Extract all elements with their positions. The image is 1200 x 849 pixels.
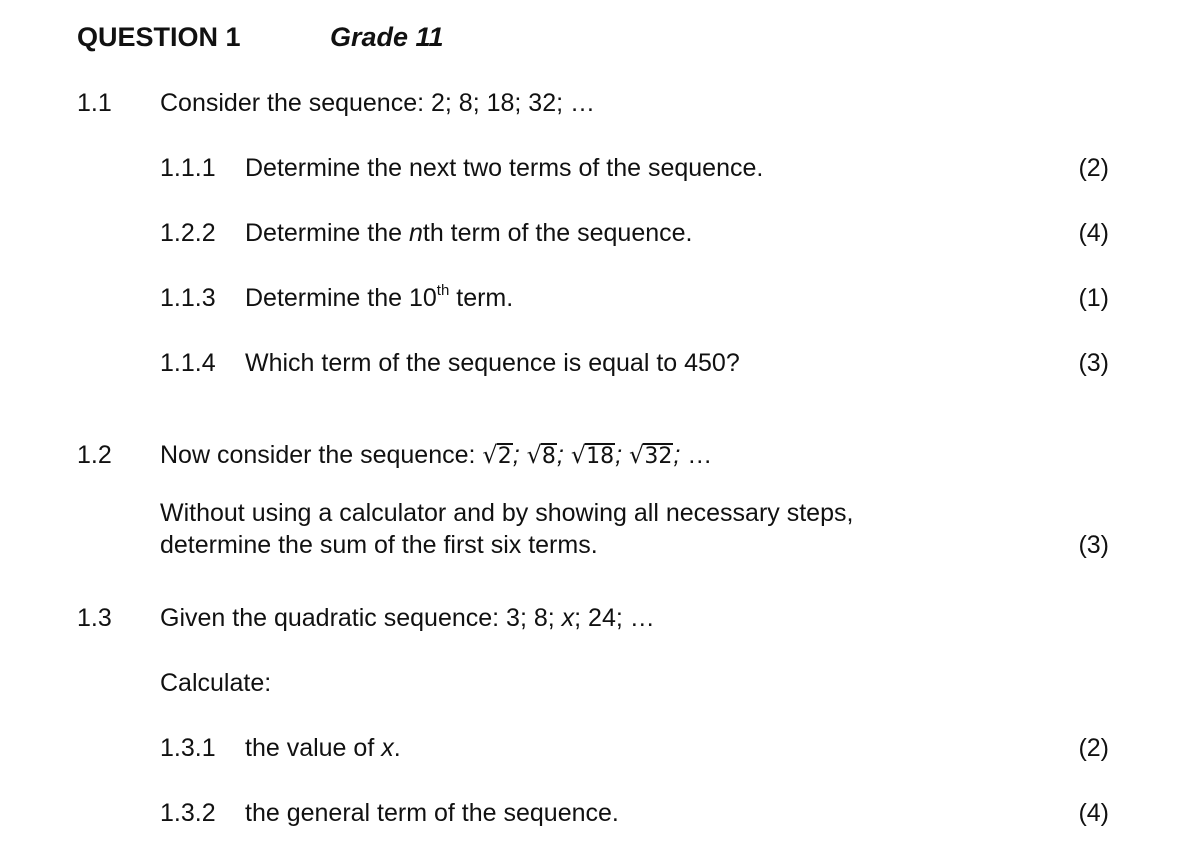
q1-3-2-marks: (4) xyxy=(1078,799,1109,827)
q1-1-1-text: Determine the next two terms of the sequence. xyxy=(245,154,764,182)
q1-2-instruction-line1: Without using a calculator and by showing all necessary steps, xyxy=(160,499,854,527)
q1-3-1-marks: (2) xyxy=(1078,734,1109,762)
q1-3-2-text: the general term of the sequence. xyxy=(245,799,619,827)
q1-2-ellipsis: … xyxy=(680,441,713,469)
separator-4: ; xyxy=(673,441,681,469)
q1-1-4-number: 1.1.4 xyxy=(160,349,216,377)
radicand-3: 18 xyxy=(586,444,615,469)
q1-3-1-text-before: the value of xyxy=(245,734,382,762)
separator-3: ; xyxy=(615,441,623,469)
q1-1-4-text: Which term of the sequence is equal to 450? xyxy=(245,349,740,377)
q1-2-marks: (3) xyxy=(1078,531,1109,559)
sqrt-term-1: √2 xyxy=(482,441,512,469)
radicand-4: 32 xyxy=(644,444,673,469)
radicand-1: 2 xyxy=(497,444,512,469)
q1-1-1-marks: (2) xyxy=(1078,154,1109,182)
q1-2-instruction-line2: determine the sum of the first six terms. xyxy=(160,531,598,559)
calculate-label: Calculate: xyxy=(160,669,272,697)
separator-2: ; xyxy=(556,441,564,469)
q1-2-2-text xyxy=(245,218,692,248)
q1-2-text xyxy=(160,440,712,472)
q1-3-var: x xyxy=(561,604,575,632)
q1-3-number: 1.3 xyxy=(77,604,112,632)
q1-1-number: 1.1 xyxy=(77,89,112,117)
q1-2-text-lead: Now consider the sequence: xyxy=(160,441,483,469)
q1-3-text xyxy=(160,603,655,633)
q1-1-4-marks: (3) xyxy=(1078,349,1109,377)
q1-3-1-var: x xyxy=(381,734,394,762)
q1-1-3-sup: th xyxy=(436,282,450,299)
q1-3-2-number: 1.3.2 xyxy=(160,799,216,827)
q1-2-2-marks: (4) xyxy=(1078,219,1109,247)
question-title: QUESTION 1 xyxy=(77,22,241,52)
sqrt-term-4: √32 xyxy=(629,441,673,469)
q1-3-text-before: Given the quadratic sequence: 3; 8; xyxy=(160,604,562,632)
q1-3-text-after: ; 24; … xyxy=(574,604,655,632)
q1-2-2-text-before: Determine the xyxy=(245,219,409,247)
sqrt-term-3: √18 xyxy=(570,441,615,469)
q1-2-2-text-after: th term of the sequence. xyxy=(422,219,693,247)
q1-3-1-text xyxy=(245,733,401,763)
q1-1-3-text xyxy=(245,283,513,313)
q1-3-1-text-after: . xyxy=(393,734,401,762)
sqrt-term-2: √8 xyxy=(526,441,556,469)
q1-1-3-text-after: term. xyxy=(449,284,514,312)
q1-2-2-number: 1.2.2 xyxy=(160,219,216,247)
q1-1-3-marks: (1) xyxy=(1078,284,1109,312)
q1-2-2-var: n xyxy=(408,219,423,247)
q1-3-1-number: 1.3.1 xyxy=(160,734,216,762)
q1-1-3-number: 1.1.3 xyxy=(160,284,216,312)
q1-1-1-number: 1.1.1 xyxy=(160,154,216,182)
q1-1-3-text-before: Determine the 10 xyxy=(245,284,437,312)
grade-label: Grade 11 xyxy=(330,22,444,52)
separator-1: ; xyxy=(512,441,520,469)
radicand-2: 8 xyxy=(541,444,556,469)
q1-2-number: 1.2 xyxy=(77,441,112,469)
q1-1-text: Consider the sequence: 2; 8; 18; 32; … xyxy=(160,89,595,117)
